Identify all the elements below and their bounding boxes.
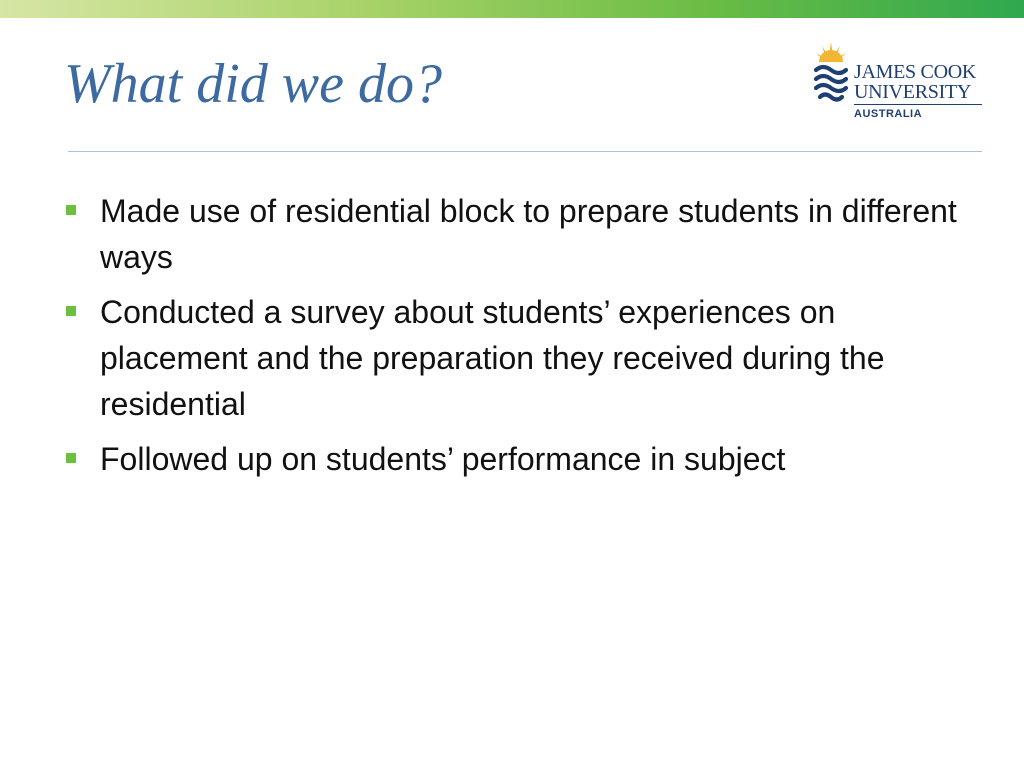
bullet-item	[64, 188, 984, 280]
bullet-list	[64, 188, 984, 491]
logo-divider	[854, 104, 982, 105]
bullet-text: Made use of residential block to prepare students in different ways	[100, 193, 957, 275]
title-divider	[68, 151, 982, 152]
bullet-text: Followed up on students’ performance in subject	[100, 441, 786, 477]
logo-wordmark	[854, 62, 982, 121]
bullet-item	[64, 289, 984, 427]
logo-text-australia: AUSTRALIA	[854, 108, 923, 120]
square-bullet-icon	[66, 306, 76, 316]
square-bullet-icon	[66, 205, 76, 215]
bullet-item	[64, 436, 984, 482]
slide-title: What did we do?	[64, 53, 442, 115]
logo-text-university: UNIVERSITY	[854, 81, 971, 103]
bullet-text: Conducted a survey about students’ experiences on placement and the preparation they received during the residential	[100, 294, 885, 422]
square-bullet-icon	[66, 453, 76, 463]
university-logo	[812, 40, 988, 120]
top-accent-bar	[0, 0, 1024, 18]
logo-text-james-cook: JAMES COOK	[854, 61, 977, 83]
jcu-sun-waves-icon	[812, 40, 850, 106]
